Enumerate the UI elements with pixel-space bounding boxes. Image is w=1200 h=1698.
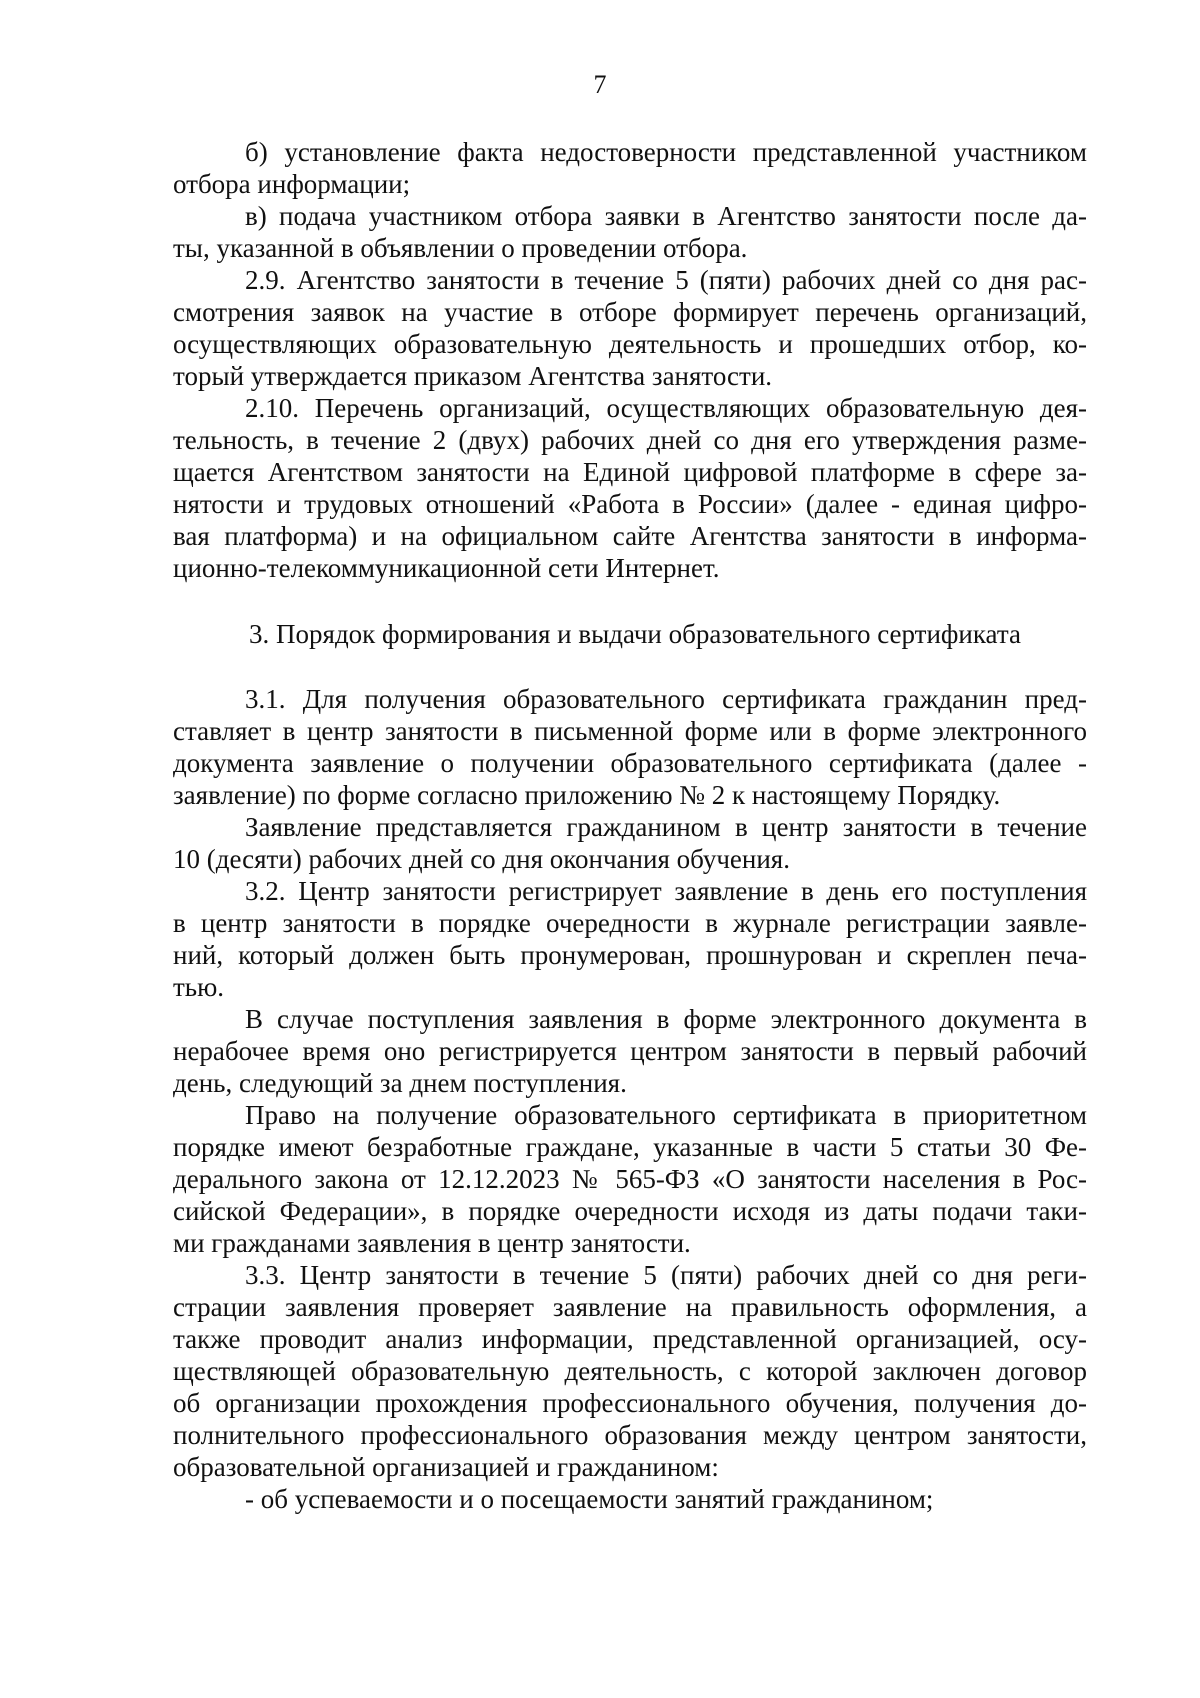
- paragraph-3-3: [173, 1259, 1087, 1483]
- text-line: 3.3. Центр занятости в течение 5 (пяти) рабочих дней со дня реги-: [245, 1260, 1087, 1290]
- text-line: порядке имеют безработные граждане, указанные в части 5 статьи 30 Фе-: [173, 1132, 1087, 1162]
- paragraph-3-2-priority: [173, 1099, 1087, 1259]
- text-line: Заявление представляется гражданином в центр занятости в течение: [245, 812, 1087, 842]
- text-line: нятости и трудовых отношений «Работа в России» (далее - единая цифро-: [173, 489, 1087, 519]
- text-line: - об успеваемости и о посещаемости занятий гражданином;: [245, 1484, 934, 1514]
- text-line: вая платформа) и на официальном сайте Агентства занятости в информа-: [173, 521, 1087, 551]
- paragraph-3-1: [173, 683, 1087, 811]
- text-line: отбора информации;: [173, 169, 411, 199]
- document-body: [173, 136, 1087, 1515]
- text-line: полнительного профессионального образования между центром занятости,: [173, 1420, 1087, 1450]
- page-number: 7: [593, 70, 607, 99]
- text-line: документа заявление о получении образовательного сертификата (далее -: [173, 748, 1087, 778]
- text-line: торый утверждается приказом Агентства занятости.: [173, 361, 773, 391]
- paragraph-3-2-electronic: [173, 1003, 1087, 1099]
- text-line: образовательной организацией и гражданином:: [173, 1452, 719, 1482]
- text-line: страции заявления проверяет заявление на правильность оформления, а: [173, 1292, 1087, 1322]
- text-line: смотрения заявок на участие в отборе формирует перечень организаций,: [173, 297, 1087, 327]
- text-line: ционно-телекоммуникационной сети Интернет.: [173, 553, 720, 583]
- text-line: Право на получение образовательного сертификата в приоритетном: [245, 1100, 1087, 1130]
- text-line: 2.10. Перечень организаций, осуществляющих образовательную дея-: [245, 393, 1087, 423]
- text-line: заявление) по форме согласно приложению № 2 к настоящему Порядку.: [173, 780, 1001, 810]
- text-line: 3.1. Для получения образовательного сертификата гражданин пред-: [245, 684, 1087, 714]
- paragraph-3-2: [173, 875, 1087, 1003]
- text-line: об организации прохождения профессионального обучения, получения до-: [173, 1388, 1087, 1418]
- text-line: ставляет в центр занятости в письменной форме или в форме электронного: [173, 716, 1087, 746]
- text-line: в центр занятости в порядке очередности в журнале регистрации заявле-: [173, 908, 1087, 938]
- text-line: в) подача участником отбора заявки в Агентство занятости после да-: [245, 201, 1087, 231]
- text-line: день, следующий за днем поступления.: [173, 1068, 627, 1098]
- paragraph-2-10: [173, 392, 1087, 584]
- paragraph-3-1-deadline: [173, 811, 1087, 875]
- text-line: дерального закона от 12.12.2023 № 565-ФЗ «О занятости населения в Рос-: [173, 1164, 1087, 1194]
- paragraph-2-8-b: [173, 136, 1087, 200]
- text-line: ты, указанной в объявлении о проведении отбора.: [173, 233, 748, 263]
- text-line: также проводит анализ информации, представленной организацией, осу-: [173, 1324, 1087, 1354]
- paragraph-2-9: [173, 264, 1087, 392]
- text-line: сийской Федерации», в порядке очередности исходя из даты подачи таки-: [173, 1196, 1087, 1226]
- section-spacer: [173, 584, 1087, 618]
- text-line: щается Агентством занятости на Единой цифровой платформе в сфере за-: [173, 457, 1087, 487]
- text-line: ми гражданами заявления в центр занятости.: [173, 1228, 691, 1258]
- text-line: тью.: [173, 972, 225, 1002]
- text-line: ществляющей образовательную деятельность, с которой заключен договор: [173, 1356, 1087, 1386]
- text-line: тельность, в течение 2 (двух) рабочих дней со дня его утверждения разме-: [173, 425, 1087, 455]
- text-line: нерабочее время оно регистрируется центром занятости в первый рабочий: [173, 1036, 1087, 1066]
- text-line: В случае поступления заявления в форме электронного документа в: [245, 1004, 1087, 1034]
- section-spacer: [173, 650, 1087, 683]
- text-line: 2.9. Агентство занятости в течение 5 (пяти) рабочих дней со дня рас-: [245, 265, 1087, 295]
- text-line: ний, который должен быть пронумерован, прошнурован и скреплен печа-: [173, 940, 1087, 970]
- section-3-heading: 3. Порядок формирования и выдачи образовательного сертификата: [249, 619, 1021, 649]
- text-line: осуществляющих образовательную деятельность и прошедших отбор, ко-: [173, 329, 1087, 359]
- text-line: 10 (десяти) рабочих дней со дня окончания обучения.: [173, 844, 790, 874]
- list-item-attendance: [173, 1483, 1087, 1515]
- paragraph-2-8-v: [173, 200, 1087, 264]
- text-line: 3.2. Центр занятости регистрирует заявление в день его поступления: [245, 876, 1087, 906]
- text-line: б) установление факта недостоверности представленной участником: [245, 137, 1087, 167]
